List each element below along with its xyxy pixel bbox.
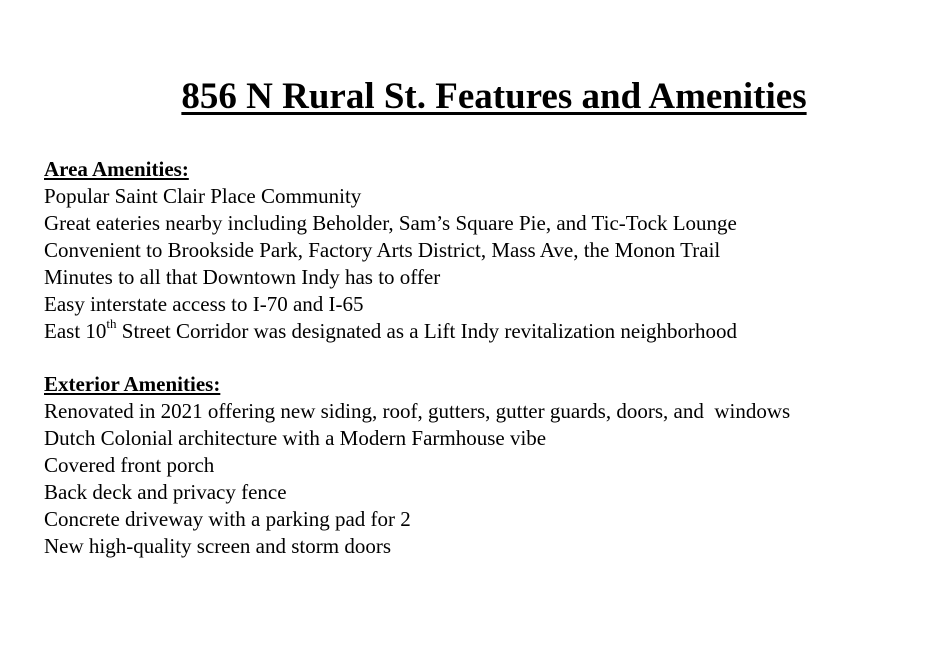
list-item: Convenient to Brookside Park, Factory Arts District, Mass Ave, the Monon Trail <box>44 238 721 262</box>
list-item: Great eateries nearby including Beholder, Sam’s Square Pie, and Tic-Tock Lounge <box>44 211 737 235</box>
exterior-amenities-heading: Exterior Amenities: <box>44 372 221 396</box>
exterior-amenities-section <box>44 371 790 560</box>
list-item: New high-quality screen and storm doors <box>44 534 392 558</box>
area-amenities-section <box>44 156 737 345</box>
area-amenities-heading: Area Amenities: <box>44 157 189 181</box>
list-item: Renovated in 2021 offering new siding, roof, gutters, gutter guards, doors, and windows <box>44 399 791 423</box>
list-item: Concrete driveway with a parking pad for 2 <box>44 507 411 531</box>
exterior-amenities-list <box>44 398 790 560</box>
corridor-text-start: East 10 <box>44 319 107 343</box>
list-item: Popular Saint Clair Place Community <box>44 184 362 208</box>
list-item: Minutes to all that Downtown Indy has to offer <box>44 265 441 289</box>
ordinal-superscript: th <box>106 316 117 331</box>
area-amenities-list <box>44 183 737 345</box>
list-item: Dutch Colonial architecture with a Modern Farmhouse vibe <box>44 426 547 450</box>
list-item-corridor <box>44 318 737 345</box>
list-item: Back deck and privacy fence <box>44 480 287 504</box>
list-item: Easy interstate access to I-70 and I-65 <box>44 292 364 316</box>
list-item: Covered front porch <box>44 453 215 477</box>
page-title: 856 N Rural St. Features and Amenities <box>181 76 807 117</box>
corridor-text-end: Street Corridor was designated as a Lift Indy revitalization neighborhood <box>116 319 738 343</box>
